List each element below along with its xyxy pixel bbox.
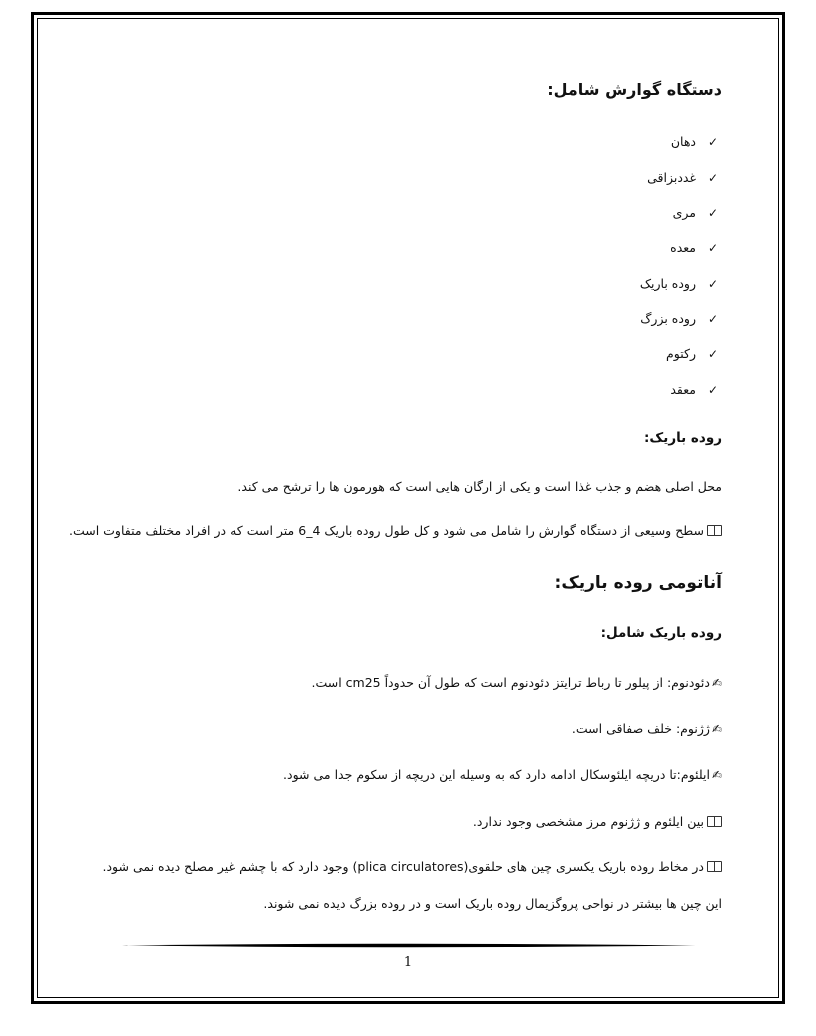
paragraph-border bbox=[473, 814, 722, 829]
list-item bbox=[640, 276, 722, 291]
heading-includes: روده باریک شامل: bbox=[600, 625, 722, 641]
paragraph-ileum-text: ایلئوم:تا دریچه ایلئوسکال ادامه دارد که به وسیله این دریچه از سکوم جدا می شود. bbox=[283, 767, 710, 782]
document-body bbox=[69, 0, 722, 1036]
paragraph-jejunum-text: ژژنوم: خلف صفاقی است. bbox=[571, 721, 710, 736]
book-icon bbox=[707, 861, 722, 872]
book-icon bbox=[707, 816, 722, 827]
check-icon: ✓ bbox=[707, 206, 719, 220]
list-item-label: دهان bbox=[670, 134, 696, 149]
paragraph-length bbox=[69, 523, 722, 538]
list-item bbox=[670, 382, 722, 397]
check-icon: ✓ bbox=[707, 383, 719, 397]
check-icon: ✓ bbox=[707, 171, 719, 185]
heading-anatomy: آناتومی روده باریک: bbox=[554, 573, 722, 593]
list-item-label: روده بزرگ bbox=[640, 311, 696, 326]
list-item bbox=[640, 311, 722, 326]
check-icon: ✓ bbox=[707, 277, 719, 291]
paragraph-plica bbox=[103, 859, 722, 874]
list-item bbox=[647, 170, 722, 185]
check-icon: ✓ bbox=[707, 135, 719, 149]
footer-divider bbox=[122, 943, 696, 948]
paragraph-plica-continued: این چین ها بیشتر در نواحی پروگزیمال روده باریک است و در روده بزرگ دیده نمی شوند. bbox=[263, 896, 722, 911]
paragraph-plica-text: در مخاط روده باریک یکسری چین های حلقوی(plica circulatores) وجود دارد که با چشم غیر مصلح دیده نمی شود. bbox=[102, 859, 704, 874]
list-item-label: معده bbox=[670, 240, 696, 255]
paragraph-duodenum-text: دئودنوم: از پیلور تا رباط ترایتز دئودنوم است که طول آن حدوداً cm25 است. bbox=[311, 675, 710, 690]
writing-hand-icon: ✍ bbox=[711, 722, 722, 736]
book-icon bbox=[707, 525, 722, 536]
heading-small-intestine: روده باریک: bbox=[644, 430, 722, 446]
list-item-label: روده باریک bbox=[639, 276, 696, 291]
list-item bbox=[671, 134, 722, 149]
page-number: 1 bbox=[403, 955, 413, 970]
check-icon: ✓ bbox=[707, 241, 719, 255]
list-item bbox=[670, 240, 722, 255]
list-item bbox=[666, 346, 722, 361]
check-icon: ✓ bbox=[707, 312, 719, 326]
paragraph-function: محل اصلی هضم و جذب غذا است و یکی از ارگان هایی است که هورمون ها را ترشح می کند. bbox=[237, 479, 722, 494]
writing-hand-icon: ✍ bbox=[711, 768, 722, 782]
paragraph-jejunum bbox=[572, 721, 722, 736]
writing-hand-icon: ✍ bbox=[711, 676, 722, 690]
list-item bbox=[673, 205, 722, 220]
paragraph-length-text: سطح وسیعی از دستگاه گوارش را شامل می شود و کل طول روده باریک 4_6 متر است که در افراد مختلف متفاوت است. bbox=[69, 523, 704, 538]
paragraph-ileum bbox=[283, 767, 722, 782]
list-item-label: رکتوم bbox=[666, 346, 696, 361]
paragraph-duodenum bbox=[311, 675, 722, 690]
paragraph-border-text: بین ایلئوم و ژژنوم مرز مشخصی وجود ندارد. bbox=[472, 814, 704, 829]
list-item-label: معقد bbox=[670, 382, 696, 397]
heading-digestive-system: دستگاه گوارش شامل: bbox=[547, 80, 722, 99]
list-item-label: غددبزاقی bbox=[647, 170, 696, 185]
list-item-label: مری bbox=[672, 205, 696, 220]
check-icon: ✓ bbox=[707, 347, 719, 361]
